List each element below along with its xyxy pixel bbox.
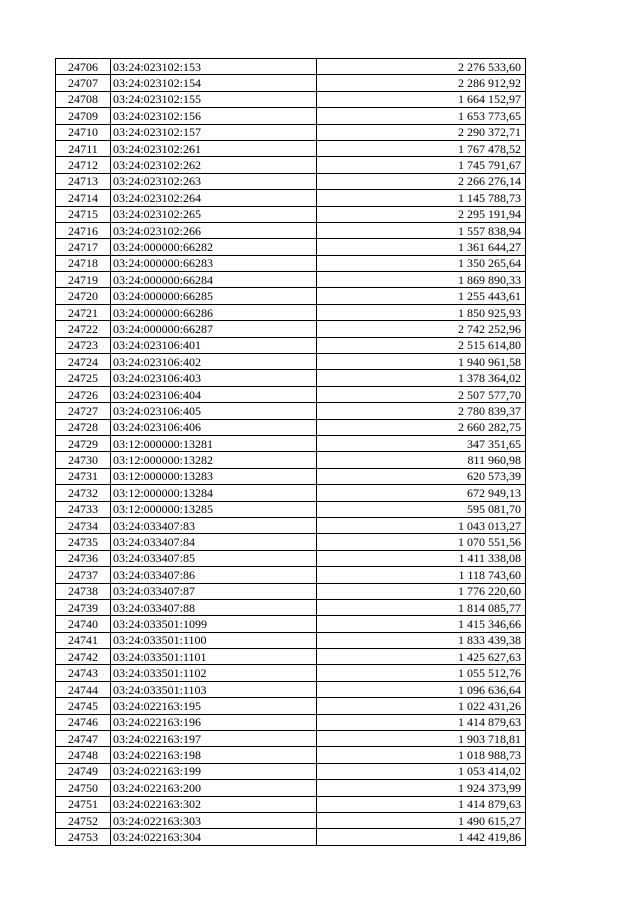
value-cell: 1 414 879,63 bbox=[317, 796, 526, 812]
table-row bbox=[56, 190, 526, 206]
row-number-cell: 24729 bbox=[56, 435, 111, 451]
cadastral-number-cell: 03:24:023102:261 bbox=[111, 140, 317, 156]
value-cell: 1 850 925,93 bbox=[317, 304, 526, 320]
cadastral-number-cell: 03:12:000000:13285 bbox=[111, 501, 317, 517]
row-number-cell: 24717 bbox=[56, 239, 111, 255]
document-table-container bbox=[55, 58, 526, 846]
value-cell: 620 573,39 bbox=[317, 468, 526, 484]
table-row bbox=[56, 698, 526, 714]
value-cell: 1 145 788,73 bbox=[317, 190, 526, 206]
table-row bbox=[56, 599, 526, 615]
cadastral-number-cell: 03:24:023102:156 bbox=[111, 108, 317, 124]
value-cell: 2 780 839,37 bbox=[317, 403, 526, 419]
cadastral-number-cell: 03:24:022163:303 bbox=[111, 812, 317, 828]
row-number-cell: 24751 bbox=[56, 796, 111, 812]
table-row bbox=[56, 272, 526, 288]
cadastral-number-cell: 03:24:023106:406 bbox=[111, 419, 317, 435]
table-row bbox=[56, 206, 526, 222]
cadastral-number-cell: 03:24:033407:83 bbox=[111, 517, 317, 533]
value-cell: 1 361 644,27 bbox=[317, 239, 526, 255]
row-number-cell: 24712 bbox=[56, 157, 111, 173]
table-row bbox=[56, 796, 526, 812]
value-cell: 2 286 912,92 bbox=[317, 75, 526, 91]
value-cell: 1 425 627,63 bbox=[317, 649, 526, 665]
cadastral-number-cell: 03:12:000000:13281 bbox=[111, 435, 317, 451]
table-row bbox=[56, 780, 526, 796]
value-cell: 2 515 614,80 bbox=[317, 337, 526, 353]
cadastral-number-cell: 03:24:022163:302 bbox=[111, 796, 317, 812]
row-number-cell: 24747 bbox=[56, 731, 111, 747]
value-cell: 1 018 988,73 bbox=[317, 747, 526, 763]
row-number-cell: 24733 bbox=[56, 501, 111, 517]
row-number-cell: 24714 bbox=[56, 190, 111, 206]
table-row bbox=[56, 829, 526, 845]
value-cell: 1 557 838,94 bbox=[317, 222, 526, 238]
row-number-cell: 24730 bbox=[56, 452, 111, 468]
value-cell: 1 776 220,60 bbox=[317, 583, 526, 599]
cadastral-number-cell: 03:24:023102:262 bbox=[111, 157, 317, 173]
table-row bbox=[56, 239, 526, 255]
cadastral-number-cell: 03:24:000000:66287 bbox=[111, 321, 317, 337]
value-cell: 1 442 419,86 bbox=[317, 829, 526, 845]
value-cell: 1 096 636,64 bbox=[317, 681, 526, 697]
table-row bbox=[56, 288, 526, 304]
row-number-cell: 24731 bbox=[56, 468, 111, 484]
cadastral-number-cell: 03:24:023102:263 bbox=[111, 173, 317, 189]
cadastral-number-cell: 03:24:033407:84 bbox=[111, 534, 317, 550]
row-number-cell: 24735 bbox=[56, 534, 111, 550]
cadastral-number-cell: 03:24:033501:1101 bbox=[111, 649, 317, 665]
row-number-cell: 24715 bbox=[56, 206, 111, 222]
row-number-cell: 24723 bbox=[56, 337, 111, 353]
row-number-cell: 24745 bbox=[56, 698, 111, 714]
table-row bbox=[56, 567, 526, 583]
cadastral-number-cell: 03:24:033407:85 bbox=[111, 550, 317, 566]
table-row bbox=[56, 108, 526, 124]
value-cell: 1 869 890,33 bbox=[317, 272, 526, 288]
table-row bbox=[56, 419, 526, 435]
value-cell: 1 814 085,77 bbox=[317, 599, 526, 615]
value-cell: 1 664 152,97 bbox=[317, 91, 526, 107]
cadastral-number-cell: 03:24:000000:66286 bbox=[111, 304, 317, 320]
value-cell: 347 351,65 bbox=[317, 435, 526, 451]
value-cell: 1 022 431,26 bbox=[317, 698, 526, 714]
cadastral-number-cell: 03:24:022163:200 bbox=[111, 780, 317, 796]
cadastral-number-cell: 03:24:033501:1100 bbox=[111, 632, 317, 648]
value-cell: 1 415 346,66 bbox=[317, 616, 526, 632]
table-row bbox=[56, 517, 526, 533]
value-cell: 1 378 364,02 bbox=[317, 370, 526, 386]
cadastral-number-cell: 03:24:023102:153 bbox=[111, 59, 317, 75]
cadastral-number-cell: 03:24:022163:197 bbox=[111, 731, 317, 747]
cadastral-number-cell: 03:24:000000:66285 bbox=[111, 288, 317, 304]
row-number-cell: 24734 bbox=[56, 517, 111, 533]
table-row bbox=[56, 337, 526, 353]
table-row bbox=[56, 354, 526, 370]
table-row bbox=[56, 534, 526, 550]
value-cell: 1 653 773,65 bbox=[317, 108, 526, 124]
cadastral-number-cell: 03:24:000000:66284 bbox=[111, 272, 317, 288]
table-row bbox=[56, 812, 526, 828]
row-number-cell: 24713 bbox=[56, 173, 111, 189]
row-number-cell: 24707 bbox=[56, 75, 111, 91]
cadastral-number-cell: 03:24:022163:196 bbox=[111, 714, 317, 730]
table-row bbox=[56, 386, 526, 402]
row-number-cell: 24738 bbox=[56, 583, 111, 599]
cadastral-number-cell: 03:24:000000:66283 bbox=[111, 255, 317, 271]
cadastral-number-cell: 03:24:022163:304 bbox=[111, 829, 317, 845]
table-row bbox=[56, 124, 526, 140]
row-number-cell: 24732 bbox=[56, 485, 111, 501]
cadastral-number-cell: 03:24:033407:87 bbox=[111, 583, 317, 599]
value-cell: 1 924 373,99 bbox=[317, 780, 526, 796]
cadastral-number-cell: 03:24:000000:66282 bbox=[111, 239, 317, 255]
row-number-cell: 24737 bbox=[56, 567, 111, 583]
row-number-cell: 24746 bbox=[56, 714, 111, 730]
value-cell: 2 276 533,60 bbox=[317, 59, 526, 75]
cadastral-number-cell: 03:24:033501:1103 bbox=[111, 681, 317, 697]
cadastral-number-cell: 03:24:022163:199 bbox=[111, 763, 317, 779]
table-row bbox=[56, 681, 526, 697]
row-number-cell: 24721 bbox=[56, 304, 111, 320]
row-number-cell: 24749 bbox=[56, 763, 111, 779]
row-number-cell: 24752 bbox=[56, 812, 111, 828]
value-cell: 1 055 512,76 bbox=[317, 665, 526, 681]
value-cell: 2 266 276,14 bbox=[317, 173, 526, 189]
value-cell: 1 940 961,58 bbox=[317, 354, 526, 370]
table-row bbox=[56, 632, 526, 648]
value-cell: 595 081,70 bbox=[317, 501, 526, 517]
table-row bbox=[56, 763, 526, 779]
value-cell: 672 949,13 bbox=[317, 485, 526, 501]
row-number-cell: 24710 bbox=[56, 124, 111, 140]
value-cell: 2 660 282,75 bbox=[317, 419, 526, 435]
value-cell: 1 414 879,63 bbox=[317, 714, 526, 730]
row-number-cell: 24719 bbox=[56, 272, 111, 288]
table-row bbox=[56, 75, 526, 91]
cadastral-number-cell: 03:12:000000:13282 bbox=[111, 452, 317, 468]
table-row bbox=[56, 59, 526, 75]
cadastral-number-cell: 03:24:023102:155 bbox=[111, 91, 317, 107]
table-row bbox=[56, 452, 526, 468]
table-row bbox=[56, 501, 526, 517]
value-cell: 1 070 551,56 bbox=[317, 534, 526, 550]
row-number-cell: 24727 bbox=[56, 403, 111, 419]
row-number-cell: 24748 bbox=[56, 747, 111, 763]
row-number-cell: 24711 bbox=[56, 140, 111, 156]
cadastral-number-cell: 03:24:022163:195 bbox=[111, 698, 317, 714]
cadastral-number-cell: 03:24:023106:401 bbox=[111, 337, 317, 353]
row-number-cell: 24742 bbox=[56, 649, 111, 665]
row-number-cell: 24726 bbox=[56, 386, 111, 402]
table-row bbox=[56, 157, 526, 173]
table-row bbox=[56, 321, 526, 337]
row-number-cell: 24744 bbox=[56, 681, 111, 697]
value-cell: 2 507 577,70 bbox=[317, 386, 526, 402]
cadastral-number-cell: 03:24:033501:1102 bbox=[111, 665, 317, 681]
value-cell: 2 290 372,71 bbox=[317, 124, 526, 140]
cadastral-number-cell: 03:24:023102:266 bbox=[111, 222, 317, 238]
table-row bbox=[56, 550, 526, 566]
row-number-cell: 24739 bbox=[56, 599, 111, 615]
cadastral-number-cell: 03:24:023102:264 bbox=[111, 190, 317, 206]
table-row bbox=[56, 649, 526, 665]
value-cell: 1 043 013,27 bbox=[317, 517, 526, 533]
value-cell: 811 960,98 bbox=[317, 452, 526, 468]
cadastral-number-cell: 03:24:023102:265 bbox=[111, 206, 317, 222]
cadastral-number-cell: 03:24:023106:405 bbox=[111, 403, 317, 419]
value-cell: 1 053 414,02 bbox=[317, 763, 526, 779]
row-number-cell: 24720 bbox=[56, 288, 111, 304]
row-number-cell: 24728 bbox=[56, 419, 111, 435]
row-number-cell: 24753 bbox=[56, 829, 111, 845]
row-number-cell: 24722 bbox=[56, 321, 111, 337]
table-row bbox=[56, 583, 526, 599]
table-row bbox=[56, 91, 526, 107]
row-number-cell: 24741 bbox=[56, 632, 111, 648]
table-row bbox=[56, 304, 526, 320]
cadastral-number-cell: 03:24:023106:402 bbox=[111, 354, 317, 370]
row-number-cell: 24750 bbox=[56, 780, 111, 796]
row-number-cell: 24716 bbox=[56, 222, 111, 238]
table-body bbox=[56, 59, 526, 846]
cadastral-value-table bbox=[55, 58, 526, 846]
row-number-cell: 24725 bbox=[56, 370, 111, 386]
cadastral-number-cell: 03:12:000000:13283 bbox=[111, 468, 317, 484]
table-row bbox=[56, 173, 526, 189]
value-cell: 1 833 439,38 bbox=[317, 632, 526, 648]
value-cell: 1 903 718,81 bbox=[317, 731, 526, 747]
value-cell: 1 745 791,67 bbox=[317, 157, 526, 173]
table-row bbox=[56, 468, 526, 484]
row-number-cell: 24706 bbox=[56, 59, 111, 75]
cadastral-number-cell: 03:12:000000:13284 bbox=[111, 485, 317, 501]
cadastral-number-cell: 03:24:023102:157 bbox=[111, 124, 317, 140]
cadastral-number-cell: 03:24:023102:154 bbox=[111, 75, 317, 91]
value-cell: 2 295 191,94 bbox=[317, 206, 526, 222]
row-number-cell: 24718 bbox=[56, 255, 111, 271]
table-row bbox=[56, 370, 526, 386]
value-cell: 2 742 252,96 bbox=[317, 321, 526, 337]
value-cell: 1 118 743,60 bbox=[317, 567, 526, 583]
table-row bbox=[56, 140, 526, 156]
table-row bbox=[56, 714, 526, 730]
row-number-cell: 24736 bbox=[56, 550, 111, 566]
row-number-cell: 24708 bbox=[56, 91, 111, 107]
value-cell: 1 350 265,64 bbox=[317, 255, 526, 271]
value-cell: 1 767 478,52 bbox=[317, 140, 526, 156]
table-row bbox=[56, 731, 526, 747]
table-row bbox=[56, 485, 526, 501]
table-row bbox=[56, 222, 526, 238]
table-row bbox=[56, 403, 526, 419]
cadastral-number-cell: 03:24:023106:403 bbox=[111, 370, 317, 386]
row-number-cell: 24724 bbox=[56, 354, 111, 370]
value-cell: 1 411 338,08 bbox=[317, 550, 526, 566]
cadastral-number-cell: 03:24:023106:404 bbox=[111, 386, 317, 402]
table-row bbox=[56, 747, 526, 763]
cadastral-number-cell: 03:24:033407:88 bbox=[111, 599, 317, 615]
cadastral-number-cell: 03:24:022163:198 bbox=[111, 747, 317, 763]
row-number-cell: 24709 bbox=[56, 108, 111, 124]
table-row bbox=[56, 255, 526, 271]
row-number-cell: 24743 bbox=[56, 665, 111, 681]
table-row bbox=[56, 435, 526, 451]
cadastral-number-cell: 03:24:033501:1099 bbox=[111, 616, 317, 632]
value-cell: 1 490 615,27 bbox=[317, 812, 526, 828]
row-number-cell: 24740 bbox=[56, 616, 111, 632]
table-row bbox=[56, 616, 526, 632]
value-cell: 1 255 443,61 bbox=[317, 288, 526, 304]
table-row bbox=[56, 665, 526, 681]
cadastral-number-cell: 03:24:033407:86 bbox=[111, 567, 317, 583]
